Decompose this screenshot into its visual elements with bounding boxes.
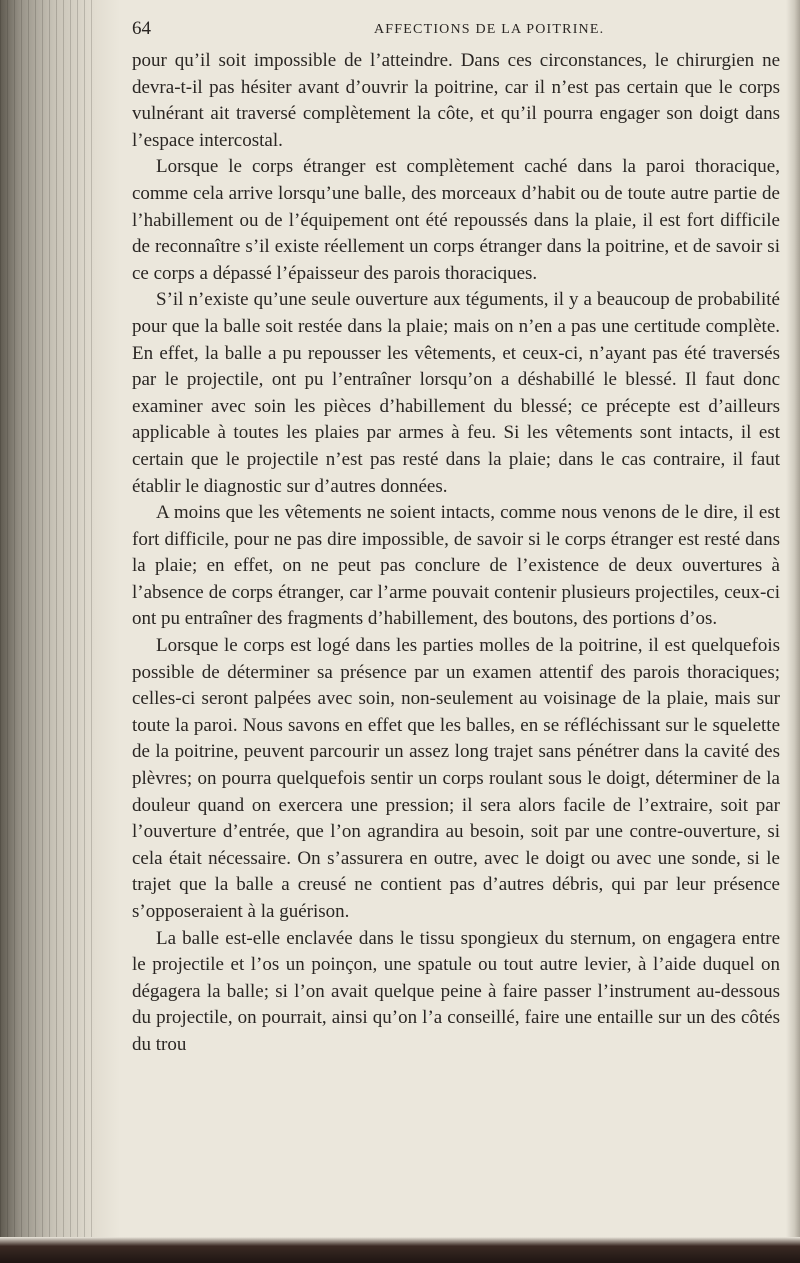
book-page bbox=[126, 16, 790, 1059]
page-header bbox=[126, 16, 790, 46]
paragraph-6: La balle est-elle enclavée dans le tissu spongieux du sternum, on engagera entre le projectile et l’os un poinçon, une spatule ou tout autre levier, à l’aide duquel on dégagera la balle; si l’on avait quelque peine à faire passer l’instrument au-dessous du projectile, on pourrait, ainsi qu’on l’a conseillé, faire une entaille sur un des côtés du trou bbox=[132, 927, 780, 1055]
paragraph-3: S’il n’existe qu’une seule ouverture aux téguments, il y a beaucoup de probabilité pour que la balle soit restée dans la plaie; mais on n’en a pas une certitude complète. En effet, la balle a pu repousser les vêtements, et ceux-ci, n’ayant pas été traversés par le projectile, ont pu l’entraîner lorsqu’on a déshabillé le blessé. Il faut donc examiner avec soin les pièces d’habillement du blessé; ce précepte est d’ailleurs applicable à toutes les plaies par armes à feu. Si les vêtements sont intacts, il est certain que le projectile n’est pas resté dans la plaie; dans le cas contraire, il faut établir le diagnostic sur d’autres données. bbox=[132, 289, 780, 497]
running-title: AFFECTIONS DE LA POITRINE. bbox=[374, 22, 605, 37]
paragraph-2: Lorsque le corps étranger est complètement caché dans la paroi thoracique, comme cela arrive lorsqu’une balle, des morceaux d’habit ou de toute autre partie de l’habillement ou de l’équipement ont été repoussés dans la plaie, il est fort difficile de reconnaître s’il existe réellement un corps étranger dans la poitrine, et de savoir si ce corps a dépassé l’épaisseur des parois thoraciques. bbox=[132, 156, 780, 284]
page-number: 64 bbox=[132, 18, 151, 39]
paragraph-1: pour qu’il soit impossible de l’atteindre. Dans ces circonstances, le chirurgien ne devra-t-il pas hésiter avant d’ouvrir la poitrine, car il n’est pas certain que le corps vulnérant ait traversé complètement la côte, et qu’il pourra engager son doigt dans l’espace intercostal. bbox=[132, 50, 780, 151]
bottom-edge-band bbox=[0, 1237, 800, 1263]
paragraph-5: Lorsque le corps est logé dans les parties molles de la poitrine, il est quelquefois possible de déterminer sa présence par un examen attentif des parois thoraciques; celles-ci seront palpées avec soin, non-seulement au voisinage de la plaie, mais sur toute la paroi. Nous savons en effet que les balles, en se réfléchissant sur le squelette de la poitrine, peuvent parcourir un assez long trajet sans pénétrer dans la cavité des plèvres; on pourra quelquefois sentir un corps roulant sous le doigt, déterminer de la douleur quand on exercera une pression; il sera alors facile de l’extraire, soit par l’ouverture d’entrée, que l’on agrandira au besoin, soit par une contre-ouverture, si cela était nécessaire. On s’assurera en outre, avec le doigt ou avec une sonde, si le trajet que la balle a creusé ne contient pas d’autres débris, qui par leur présence s’opposeraient à la guérison. bbox=[132, 635, 780, 922]
paragraph-4: A moins que les vêtements ne soient intacts, comme nous venons de le dire, il est fort difficile, pour ne pas dire impossible, de savoir si le corps étranger est resté dans la plaie; en effet, on ne peut pas conclure de l’existence de deux ouvertures à l’absence de corps étranger, car l’arme pouvait contenir plusieurs projectiles, ceux-ci ont pu entraîner des fragments d’habillement, des boutons, des portions d’os. bbox=[132, 502, 780, 630]
binding-streaks bbox=[0, 0, 95, 1263]
body-text bbox=[126, 48, 790, 1059]
